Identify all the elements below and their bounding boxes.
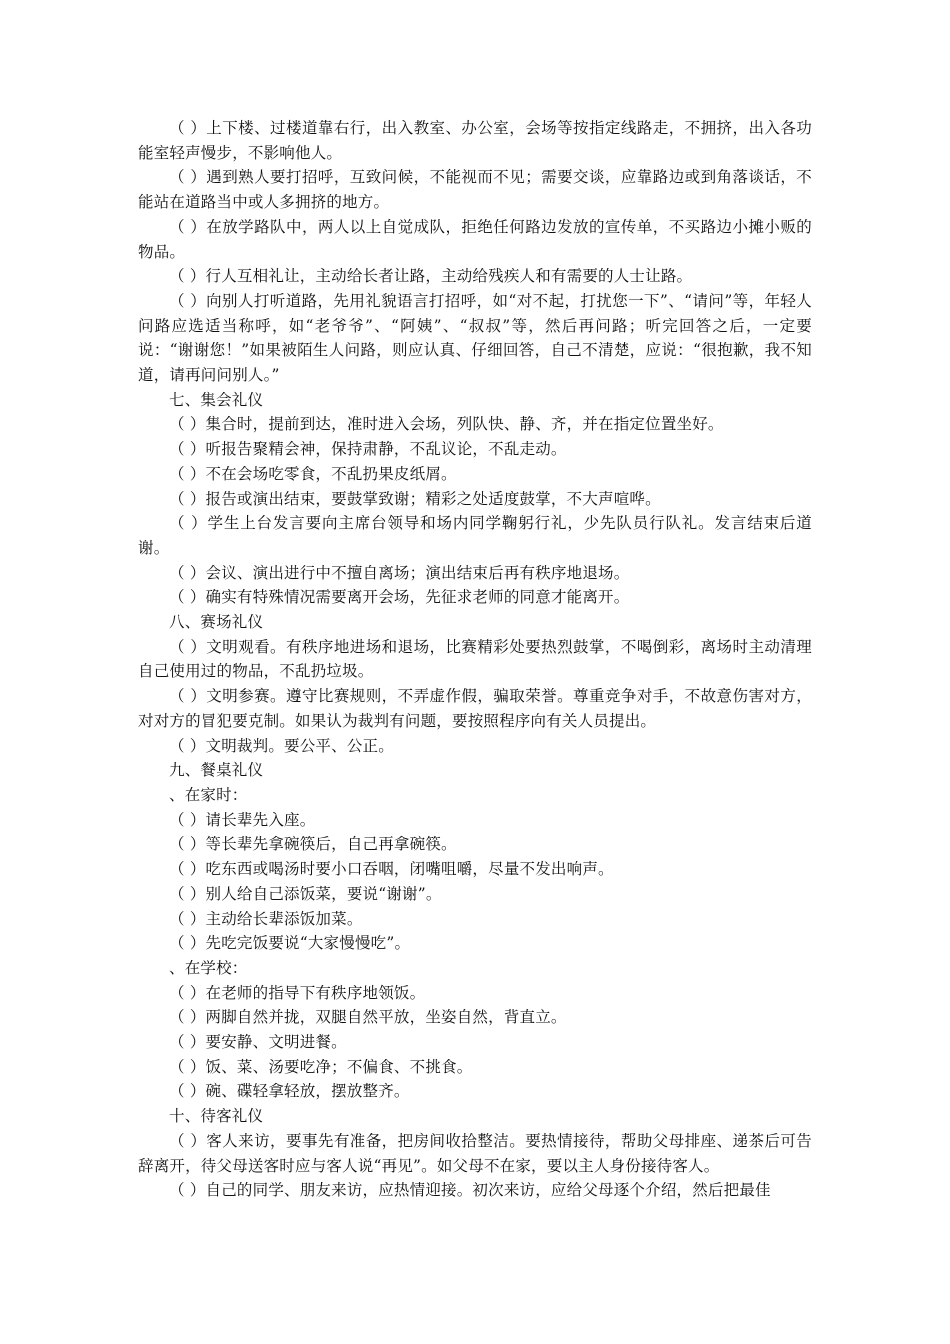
- list-item: （ ）吃东西或喝汤时要小口吞咽，闭嘴咀嚼，尽量不发出响声。: [169, 860, 614, 879]
- section-heading: 十、待客礼仪: [169, 1107, 264, 1126]
- list-item: （ ）请长辈先入座。: [169, 810, 316, 829]
- section-heading: 八、赛场礼仪: [169, 613, 264, 632]
- list-item: （ ）听报告聚精会神，保持肃静，不乱议论，不乱走动。: [169, 440, 567, 459]
- list-item: （ ）文明裁判。要公平、公正。: [169, 736, 394, 755]
- list-item: （ ）碗、碟轻拿轻放，摆放整齐。: [169, 1082, 410, 1101]
- list-item: （ ）自己的同学、朋友来访，应热情迎接。初次来访，应给父母逐个介绍，然后把最佳: [169, 1181, 771, 1200]
- list-item: （ ）报告或演出结束，要鼓掌致谢；精彩之处适度鼓掌，不大声喧哗。: [169, 489, 661, 508]
- list-item: （ ）两脚自然并拢，双腿自然平放，坐姿自然，背直立。: [169, 1008, 567, 1027]
- list-item: （ ）在老师的指导下有秩序地领饭。: [169, 983, 426, 1002]
- section-heading: 七、集会礼仪: [169, 390, 264, 409]
- sub-heading: 、在家时：: [169, 785, 248, 804]
- list-item: （ ）饭、菜、汤要吃净；不偏食、不挑食。: [169, 1057, 473, 1076]
- list-item: （ ）向别人打听道路，先用礼貌语言打招呼，如“对不起，打扰您一下”、“请问”等，年轻人问路应选适当称呼，如“老爷爷”、“阿姨”、“叔叔”等，然后再问路；听完回答之后，一定要说：“谢谢您！”如果被陌生人问路，则应认真、仔细回答，自己不清楚，应说：“很抱歉，我不知道，请再问问别人。”: [138, 291, 812, 385]
- list-item: （ ）客人来访，要事先有准备，把房间收拾整洁。要热情接待，帮助父母排座、递茶后可告辞离开，待父母送客时应与客人说“再见”。如父母不在家，要以主人身份接待客人。: [138, 1131, 812, 1175]
- list-item: （ ）等长辈先拿碗筷后，自己再拿碗筷。: [169, 835, 457, 854]
- list-item: （ ）行人互相礼让，主动给长者让路，主动给残疾人和有需要的人士让路。: [169, 267, 693, 286]
- list-item: （ ）集合时，提前到达，准时进入会场，列队快、静、齐，并在指定位置坐好。: [169, 415, 724, 434]
- list-item: （ ）文明观看。有秩序地进场和退场，比赛精彩处要热烈鼓掌，不喝倒彩，离场时主动清理自己使用过的物品，不乱扔垃圾。: [138, 637, 812, 681]
- list-item: （ ）先吃完饭要说“大家慢慢吃”。: [169, 934, 411, 953]
- list-item: （ ）在放学路队中，两人以上自觉成队，拒绝任何路边发放的宣传单，不买路边小摊小贩的物品。: [138, 217, 812, 261]
- sub-heading: 、在学校：: [169, 958, 248, 977]
- list-item: （ ）文明参赛。遵守比赛规则，不弄虚作假，骗取荣誉。尊重竞争对手，不故意伤害对方，对对方的冒犯要克制。如果认为裁判有问题，要按照程序向有关人员提出。: [138, 687, 812, 730]
- list-item: （ ）会议、演出进行中不擅自离场；演出结束后再有秩序地退场。: [169, 563, 630, 582]
- list-item: （ ）上下楼、过楼道靠右行，出入教室、办公室，会场等按指定线路走，不拥挤，出入各功能室轻声慢步，不影响他人。: [138, 119, 812, 162]
- list-item: （ ）主动给长辈添饭加菜。: [169, 909, 363, 928]
- list-item: （ ）学生上台发言要向主席台领导和场内同学鞠躬行礼，少先队员行队礼。发言结束后道谢。: [138, 514, 812, 557]
- list-item: （ ）确实有特殊情况需要离开会场，先征求老师的同意才能离开。: [169, 588, 630, 607]
- list-item: （ ）不在会场吃零食，不乱扔果皮纸屑。: [169, 464, 457, 483]
- list-item: （ ）别人给自己添饭菜，要说“谢谢”。: [169, 884, 442, 903]
- list-item: （ ）要安静、文明进餐。: [169, 1033, 347, 1052]
- section-heading: 九、餐桌礼仪: [169, 761, 264, 780]
- list-item: （ ）遇到熟人要打招呼，互致问候，不能视而不见；需要交谈，应靠路边或到角落谈话，不能站在道路当中或人多拥挤的地方。: [138, 168, 812, 212]
- document-body: [138, 116, 812, 1203]
